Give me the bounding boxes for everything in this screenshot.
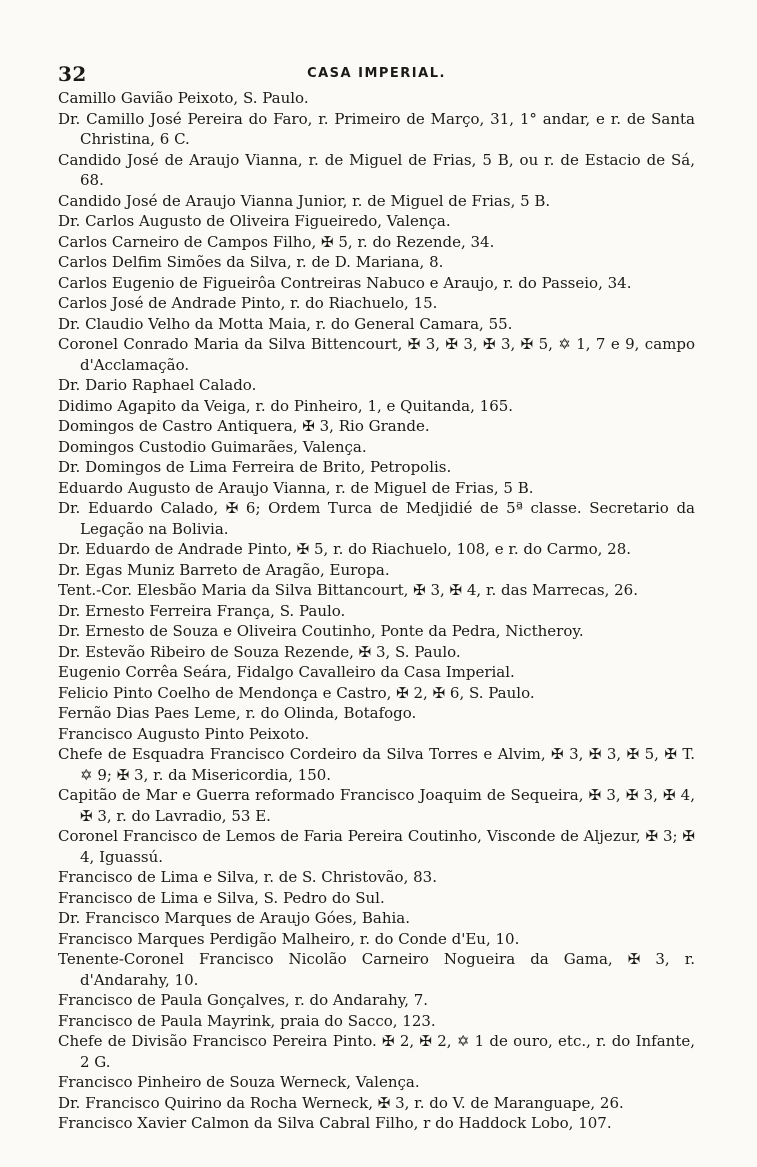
directory-entry: Dr. Estevão Ribeiro de Souza Rezende, ✠ 3, S. Paulo. bbox=[58, 642, 461, 661]
entry-list bbox=[58, 88, 695, 1134]
directory-entry: Francisco de Paula Mayrink, praia do Sacco, 123. bbox=[58, 1011, 436, 1030]
directory-entry: Francisco Xavier Calmon da Silva Cabral Filho, r do Haddock Lobo, 107. bbox=[58, 1114, 612, 1132]
directory-entry: Dr. Carlos Augusto de Oliveira Figueiredo, Valença. bbox=[58, 212, 451, 230]
directory-entry: Francisco de Lima e Silva, r. de S. Christovão, 83. bbox=[58, 868, 437, 886]
directory-entry: Carlos Delfim Simões da Silva, r. de D. Mariana, 8. bbox=[58, 253, 444, 271]
directory-entry: Carlos Eugenio de Figueirôa Contreiras Nabuco e Araujo, r. do Passeio, 34. bbox=[58, 273, 632, 292]
directory-entry: Candido José de Araujo Vianna Junior, r. de Miguel de Frias, 5 B. bbox=[58, 191, 551, 210]
directory-entry: Francisco Marques Perdigão Malheiro, r. do Conde d'Eu, 10. bbox=[58, 929, 520, 948]
directory-entry: Domingos de Castro Antiquera, ✠ 3, Rio Grande. bbox=[58, 417, 430, 435]
directory-entry: Candido José de Araujo Vianna, r. de Miguel de Frias, 5 B, ou r. de Estacio de Sá, 68. bbox=[58, 150, 695, 189]
directory-entry: Dr. Francisco Quirino da Rocha Werneck, ✠ 3, r. do V. de Maranguape, 26. bbox=[58, 1093, 624, 1112]
directory-entry: Francisco Augusto Pinto Peixoto. bbox=[58, 724, 310, 743]
directory-entry: Camillo Gavião Peixoto, S. Paulo. bbox=[58, 89, 309, 107]
directory-entry: Dr. Dario Raphael Calado. bbox=[58, 376, 257, 394]
directory-entry: Francisco de Paula Gonçalves, r. do Andarahy, 7. bbox=[58, 991, 429, 1009]
directory-entry: Eugenio Corrêa Seára, Fidalgo Cavalleiro da Casa Imperial. bbox=[58, 663, 515, 681]
directory-entry: Dr. Egas Muniz Barreto de Aragão, Europa. bbox=[58, 560, 390, 579]
directory-entry: Francisco de Lima e Silva, S. Pedro do Sul. bbox=[58, 888, 385, 907]
directory-entry: Fernão Dias Paes Leme, r. do Olinda, Botafogo. bbox=[58, 704, 417, 722]
page-header bbox=[58, 62, 695, 84]
directory-entry: Dr. Domingos de Lima Ferreira de Brito, Petropolis. bbox=[58, 458, 452, 476]
directory-entry: Chefe de Esquadra Francisco Cordeiro da Silva Torres e Alvim, ✠ 3, ✠ 3, ✠ 5, ✠ T. ✡ 9; ✠ 3, r. da Misericordia, 150. bbox=[58, 745, 695, 784]
directory-entry: Carlos Carneiro de Campos Filho, ✠ 5, r. do Rezende, 34. bbox=[58, 232, 495, 251]
directory-entry: Dr. Francisco Marques de Araujo Góes, Bahia. bbox=[58, 909, 411, 927]
directory-entry: Dr. Ernesto Ferreira França, S. Paulo. bbox=[58, 601, 346, 620]
directory-entry: Dr. Eduardo Calado, ✠ 6; Ordem Turca de Medjidié de 5ª classe. Secretario da Legação na Bolivia. bbox=[58, 499, 695, 538]
directory-entry: Didimo Agapito da Veiga, r. do Pinheiro, 1, e Quitanda, 165. bbox=[58, 396, 514, 415]
directory-entry: Tenente-Coronel Francisco Nicolão Carneiro Nogueira da Gama, ✠ 3, r. d'Andarahy, 10. bbox=[58, 950, 695, 989]
directory-entry: Coronel Conrado Maria da Silva Bittencourt, ✠ 3, ✠ 3, ✠ 3, ✠ 5, ✡ 1, 7 e 9, campo d'Acclamação. bbox=[58, 335, 695, 374]
directory-entry: Dr. Claudio Velho da Motta Maia, r. do General Camara, 55. bbox=[58, 314, 513, 333]
directory-entry: Dr. Camillo José Pereira do Faro, r. Primeiro de Março, 31, 1° andar, e r. de Santa Christina, 6 C. bbox=[58, 109, 695, 148]
directory-entry: Dr. Eduardo de Andrade Pinto, ✠ 5, r. do Riachuelo, 108, e r. do Carmo, 28. bbox=[58, 540, 632, 558]
page-number: 32 bbox=[58, 62, 87, 86]
directory-entry: Carlos José de Andrade Pinto, r. do Riachuelo, 15. bbox=[58, 294, 438, 312]
directory-entry: Eduardo Augusto de Araujo Vianna, r. de Miguel de Frias, 5 B. bbox=[58, 478, 534, 497]
directory-entry: Dr. Ernesto de Souza e Oliveira Coutinho, Ponte da Pedra, Nictheroy. bbox=[58, 622, 584, 640]
running-title: CASA IMPERIAL. bbox=[307, 66, 446, 81]
directory-entry: Chefe de Divisão Francisco Pereira Pinto. ✠ 2, ✠ 2, ✡ 1 de ouro, etc., r. do Infante, 2 G. bbox=[58, 1032, 695, 1071]
directory-entry: Tent.-Cor. Elesbão Maria da Silva Bittancourt, ✠ 3, ✠ 4, r. das Marrecas, 26. bbox=[58, 581, 638, 599]
directory-entry: Felicio Pinto Coelho de Mendonça e Castro, ✠ 2, ✠ 6, S. Paulo. bbox=[58, 683, 535, 702]
directory-entry: Domingos Custodio Guimarães, Valença. bbox=[58, 437, 367, 456]
directory-entry: Coronel Francisco de Lemos de Faria Pereira Coutinho, Visconde de Aljezur, ✠ 3; ✠ 4, Iguassú. bbox=[58, 827, 695, 866]
directory-entry: Capitão de Mar e Guerra reformado Francisco Joaquim de Sequeira, ✠ 3, ✠ 3, ✠ 4, ✠ 3, r. do Lavradio, 53 E. bbox=[58, 786, 695, 825]
directory-entry: Francisco Pinheiro de Souza Werneck, Valença. bbox=[58, 1073, 420, 1091]
